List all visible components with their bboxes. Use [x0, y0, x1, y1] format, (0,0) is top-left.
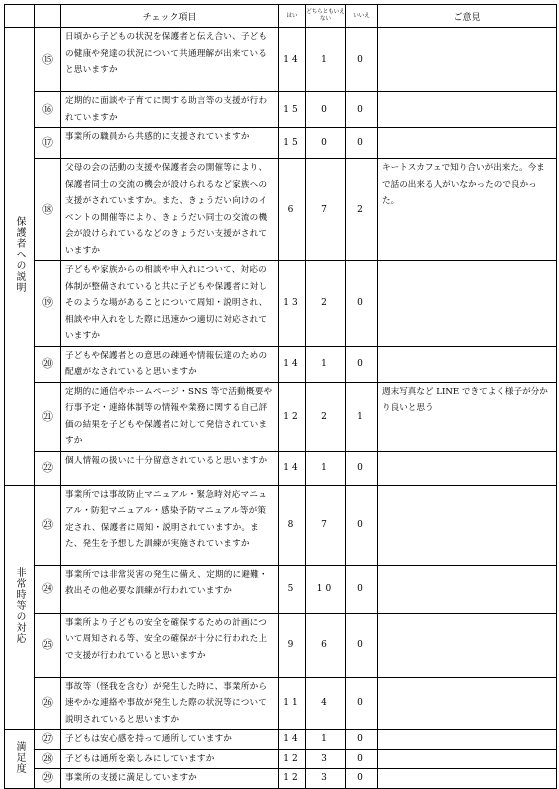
item-number-badge: ⑲ [42, 296, 53, 310]
item-number [35, 769, 61, 789]
neither-count: 7 [306, 485, 346, 565]
item-number [35, 451, 61, 485]
item-number-badge: ⑱ [42, 202, 53, 216]
yes-count: 14 [279, 451, 306, 485]
comment-text [378, 749, 557, 769]
no-count: 0 [346, 28, 378, 92]
table-row [5, 261, 557, 347]
no-count: 0 [346, 261, 378, 347]
table-row [5, 128, 557, 159]
neither-count: 1 [306, 346, 346, 382]
comment-text [378, 677, 557, 730]
no-count: 0 [346, 730, 378, 750]
yes-count: 14 [279, 730, 306, 750]
check-item-text: 子どもは通所を楽しみにしていますか [61, 749, 279, 769]
yes-count: 9 [279, 613, 306, 677]
comment-text [378, 451, 557, 485]
header-row [5, 5, 557, 28]
section-label-text: 保護者への説明 [14, 216, 25, 294]
check-item-text: 事故等（怪我を含む）が発生した時に、事業所から速やかな連絡や事故が発生した際の状況等について説明されていると思いますか [61, 677, 279, 730]
comment-text [378, 92, 557, 128]
check-item-text: 定期的に通信やホームページ・SNS 等で活動概要や行事予定・連絡体制等の情報や業務に関する自己評価の結果を子どもや保護者に対して発信されていますか [61, 382, 279, 451]
comment-text [378, 565, 557, 613]
no-count: 0 [346, 677, 378, 730]
table-row [5, 382, 557, 451]
comment-text [378, 28, 557, 92]
header-check-item: チェック項目 [61, 5, 279, 28]
yes-count: 12 [279, 382, 306, 451]
check-item-text: 日頃から子どもの状況を保護者と伝え合い、子どもの健康や発達の状況について共通理解が出来ていると思いますか [61, 28, 279, 92]
check-item-text: 子どもは安心感を持って通所していますか [61, 730, 279, 750]
neither-count: 7 [306, 159, 346, 261]
neither-count: 1 [306, 730, 346, 750]
yes-count: 8 [279, 485, 306, 565]
section-label-text: 非常時等の対応 [14, 567, 25, 645]
item-number [35, 730, 61, 750]
item-number-badge: ㉒ [42, 461, 53, 474]
item-number [35, 346, 61, 382]
item-number-badge: ㉔ [42, 582, 53, 595]
yes-count: 13 [279, 261, 306, 347]
item-number-badge: ⑰ [42, 136, 53, 149]
check-item-text: 事業所では非常災害の発生に備え、定期的に避難・救出その他必要な訓練が行われていますか [61, 565, 279, 613]
item-number-badge: ㉗ [42, 732, 53, 746]
table-row [5, 28, 557, 92]
checklist-table [4, 4, 557, 789]
section-label [5, 485, 35, 730]
item-number-badge: ㉖ [42, 696, 53, 710]
neither-count: 0 [306, 128, 346, 159]
no-count: 0 [346, 92, 378, 128]
item-number-badge: ㉕ [42, 638, 53, 651]
no-count: 0 [346, 128, 378, 159]
neither-count: 3 [306, 749, 346, 769]
no-count: 0 [346, 769, 378, 789]
no-count: 0 [346, 565, 378, 613]
item-number-badge: ㉑ [42, 409, 53, 423]
item-number-badge: ㉘ [42, 751, 53, 765]
yes-count: 12 [279, 769, 306, 789]
header-blank-cat [5, 5, 35, 28]
item-number [35, 485, 61, 565]
comment-text [378, 613, 557, 677]
comment-text [378, 128, 557, 159]
check-item-text: 事業所より子どもの安全を確保するための計画について周知される等、安全の確保が十分に行われた上で支援が行われていると思いますか [61, 613, 279, 677]
item-number-badge: ⑯ [42, 102, 53, 116]
item-number [35, 677, 61, 730]
yes-count: 11 [279, 677, 306, 730]
comment-text [378, 730, 557, 750]
item-number [35, 565, 61, 613]
check-item-text: 子どもや家族からの相談や申入れについて、対応の体制が整備されていると共に子どもや保護者に対しそのような場があることについて周知・説明され、相談や申入れをした際に迅速かつ適切に対応されていますか [61, 261, 279, 347]
neither-count: 3 [306, 769, 346, 789]
section-label-text: 満足度 [14, 740, 25, 774]
yes-count: 15 [279, 92, 306, 128]
table-row [5, 613, 557, 677]
comment-text [378, 346, 557, 382]
item-number-badge: ㉓ [42, 518, 53, 531]
neither-count: 10 [306, 565, 346, 613]
neither-count: 1 [306, 451, 346, 485]
table-row [5, 159, 557, 261]
item-number [35, 261, 61, 347]
check-item-text: 事業所の職員から共感的に支援されていますか [61, 128, 279, 159]
table-row [5, 769, 557, 789]
neither-count: 2 [306, 382, 346, 451]
yes-count: 5 [279, 565, 306, 613]
comment-text [378, 485, 557, 565]
item-number [35, 128, 61, 159]
header-comment: ご意見 [378, 5, 557, 28]
check-item-text: 事業所では事故防止マニュアル・緊急時対応マニュアル・防犯マニュアル・感染予防マニュアル等が策定され、保護者に周知・説明されていますか。また、発生を予想した訓練が実施されていますか [61, 485, 279, 565]
yes-count: 14 [279, 28, 306, 92]
table-row [5, 346, 557, 382]
item-number [35, 749, 61, 769]
comment-text: 週末写真など LINE できてよく様子が分かり良いと思う [378, 382, 557, 451]
no-count: 0 [346, 749, 378, 769]
header-neither: どちらともいえない [306, 5, 346, 28]
section-label [5, 28, 35, 486]
table-row [5, 485, 557, 565]
table-row [5, 730, 557, 750]
neither-count: 6 [306, 613, 346, 677]
item-number [35, 613, 61, 677]
neither-count: 2 [306, 261, 346, 347]
neither-count: 0 [306, 92, 346, 128]
table-row [5, 451, 557, 485]
item-number-badge: ⑳ [42, 357, 53, 370]
table-row [5, 749, 557, 769]
item-number [35, 92, 61, 128]
item-number [35, 382, 61, 451]
neither-count: 1 [306, 28, 346, 92]
no-count: 1 [346, 382, 378, 451]
no-count: 2 [346, 159, 378, 261]
comment-text: キートスカフェで知り合いが出来た。今まで話の出来る人がいなかったので良かった。 [378, 159, 557, 261]
comment-text [378, 261, 557, 347]
yes-count: 12 [279, 749, 306, 769]
no-count: 0 [346, 485, 378, 565]
table-row [5, 677, 557, 730]
check-item-text: 個人情報の扱いに十分留意されていると思いますか [61, 451, 279, 485]
yes-count: 14 [279, 346, 306, 382]
yes-count: 15 [279, 128, 306, 159]
yes-count: 6 [279, 159, 306, 261]
check-item-text: 定期的に面談や子育てに関する助言等の支援が行われていますか [61, 92, 279, 128]
item-number-badge: ㉙ [42, 771, 53, 785]
check-item-text: 事業所の支援に満足していますか [61, 769, 279, 789]
comment-text [378, 769, 557, 789]
no-count: 0 [346, 451, 378, 485]
table-row [5, 565, 557, 613]
header-blank-no [35, 5, 61, 28]
item-number [35, 28, 61, 92]
header-no: いいえ [346, 5, 378, 28]
no-count: 0 [346, 346, 378, 382]
neither-count: 4 [306, 677, 346, 730]
item-number [35, 159, 61, 261]
item-number-badge: ⑮ [42, 52, 53, 66]
check-item-text: 父母の会の活動の支援や保護者会の開催等により、保護者同士の交流の機会が設けられるなど家族への支援がされていますか。また、きょうだい向けのイベントの開催等により、きょうだい同士の交流の機会が設けられているなどのきょうだい支援がされていますか [61, 159, 279, 261]
section-label [5, 730, 35, 789]
no-count: 0 [346, 613, 378, 677]
header-yes: はい [279, 5, 306, 28]
table-row [5, 92, 557, 128]
check-item-text: 子どもや保護者との意思の疎通や情報伝達のための配慮がなされていると思いますか [61, 346, 279, 382]
